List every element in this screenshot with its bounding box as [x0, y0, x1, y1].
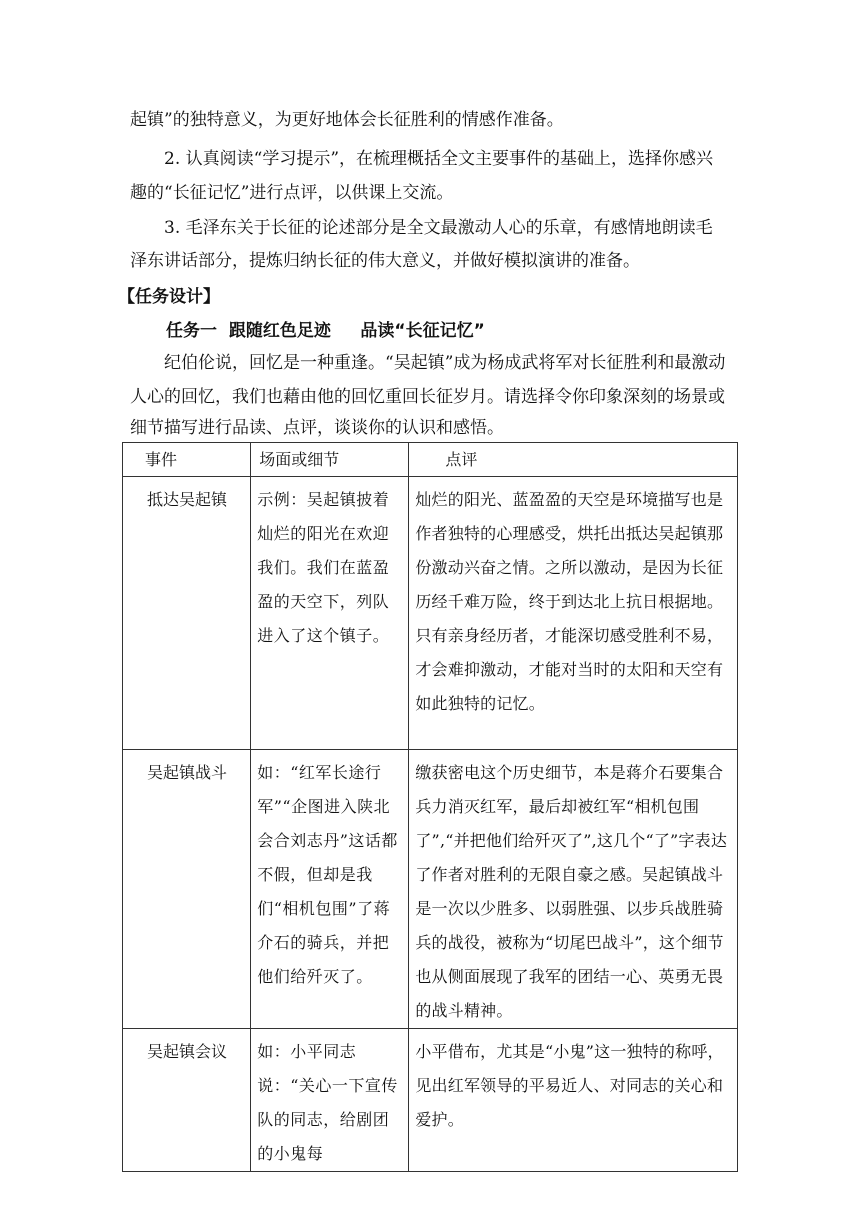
- intro-line-1: 起镇”的独特意义，为更好地体会长征胜利的情感作准备。: [130, 110, 564, 130]
- memory-table: [122, 442, 738, 1172]
- intro-item-2-line-1: 2. 认真阅读“学习提示”，在梳理概括全文主要事件的基础上，选择你感兴: [164, 149, 714, 169]
- row-detail: 如：小平同志说：“关心一下宣传队的同志，给剧团的小鬼每: [257, 1042, 398, 1163]
- row-comment: 缴获密电这个历史细节，本是蒋介石要集合兵力消灭红军，最后却被红军“相机包围了”,“并把他们给歼灭了”,这几个“了”字表达了作者对胜利的无限自豪之感。吴起镇战斗是一次以少胜多、以弱胜强、以步兵战胜骑兵的战役，被称为“切尾巴战斗”，这个细节也从侧面展现了我军的团结一心、英勇无畏的战斗精神。: [415, 763, 728, 1020]
- task-1-para-line-3: 细节描写进行品读、点评，谈谈你的认识和感悟。: [130, 418, 504, 438]
- table-header-event: 事件: [145, 450, 178, 469]
- row-event: 抵达吴起镇: [147, 490, 228, 509]
- row-event: 吴起镇会议: [147, 1042, 228, 1061]
- row-event: 吴起镇战斗: [147, 763, 228, 782]
- row-comment: 灿烂的阳光、蓝盈盈的天空是环境描写也是作者独特的心理感受，烘托出抵达吴起镇那份激动兴奋之情。之所以激动，是因为长征历经千难万险，终于到达北上抗日根据地。只有亲身经历者，才能深切感受胜利不易，才会难抑激动，才能对当时的太阳和天空有如此独特的记忆。: [415, 490, 724, 713]
- row-comment: 小平借布，尤其是“小鬼”这一独特的称呼，见出红军领导的平易近人、对同志的关心和爱护。: [415, 1042, 724, 1129]
- intro-item-2-line-2: 趣的“长征记忆”进行点评，以供课上交流。: [130, 183, 454, 203]
- table-row: [123, 750, 738, 1029]
- table-row: [123, 477, 738, 750]
- intro-item-3-line-2: 泽东讲话部分，提炼归纳长征的伟大意义，并做好模拟演讲的准备。: [130, 251, 640, 271]
- intro-item-3-line-1: 3. 毛泽东关于长征的论述部分是全文最激动人心的乐章，有感情地朗读毛: [164, 218, 713, 238]
- table-header-comment: 点评: [445, 450, 478, 469]
- task-1-para-line-2: 人心的回忆，我们也藉由他的回忆重回长征岁月。请选择令你印象深刻的场景或: [130, 387, 725, 407]
- row-detail: 如：“红军长途行军”“企图进入陕北会合刘志丹”这话都不假，但却是我们“相机包围”了蒋介石的骑兵，并把他们给歼灭了。: [257, 763, 398, 986]
- table-header-detail: 场面或细节: [259, 450, 340, 469]
- task-1-title: 任务一 跟随红色足迹 品读“长征记忆”: [166, 321, 485, 341]
- table-header-row: [123, 443, 738, 477]
- section-heading: 【任务设计】: [118, 287, 220, 307]
- task-1-para-line-1: 纪伯伦说，回忆是一种重逢。“吴起镇”成为杨成武将军对长征胜利和最激动: [164, 353, 726, 373]
- row-detail: 示例：吴起镇披着灿烂的阳光在欢迎我们。我们在蓝盈盈的天空下，列队进入了这个镇子。: [257, 490, 390, 645]
- table-row: [123, 1029, 738, 1172]
